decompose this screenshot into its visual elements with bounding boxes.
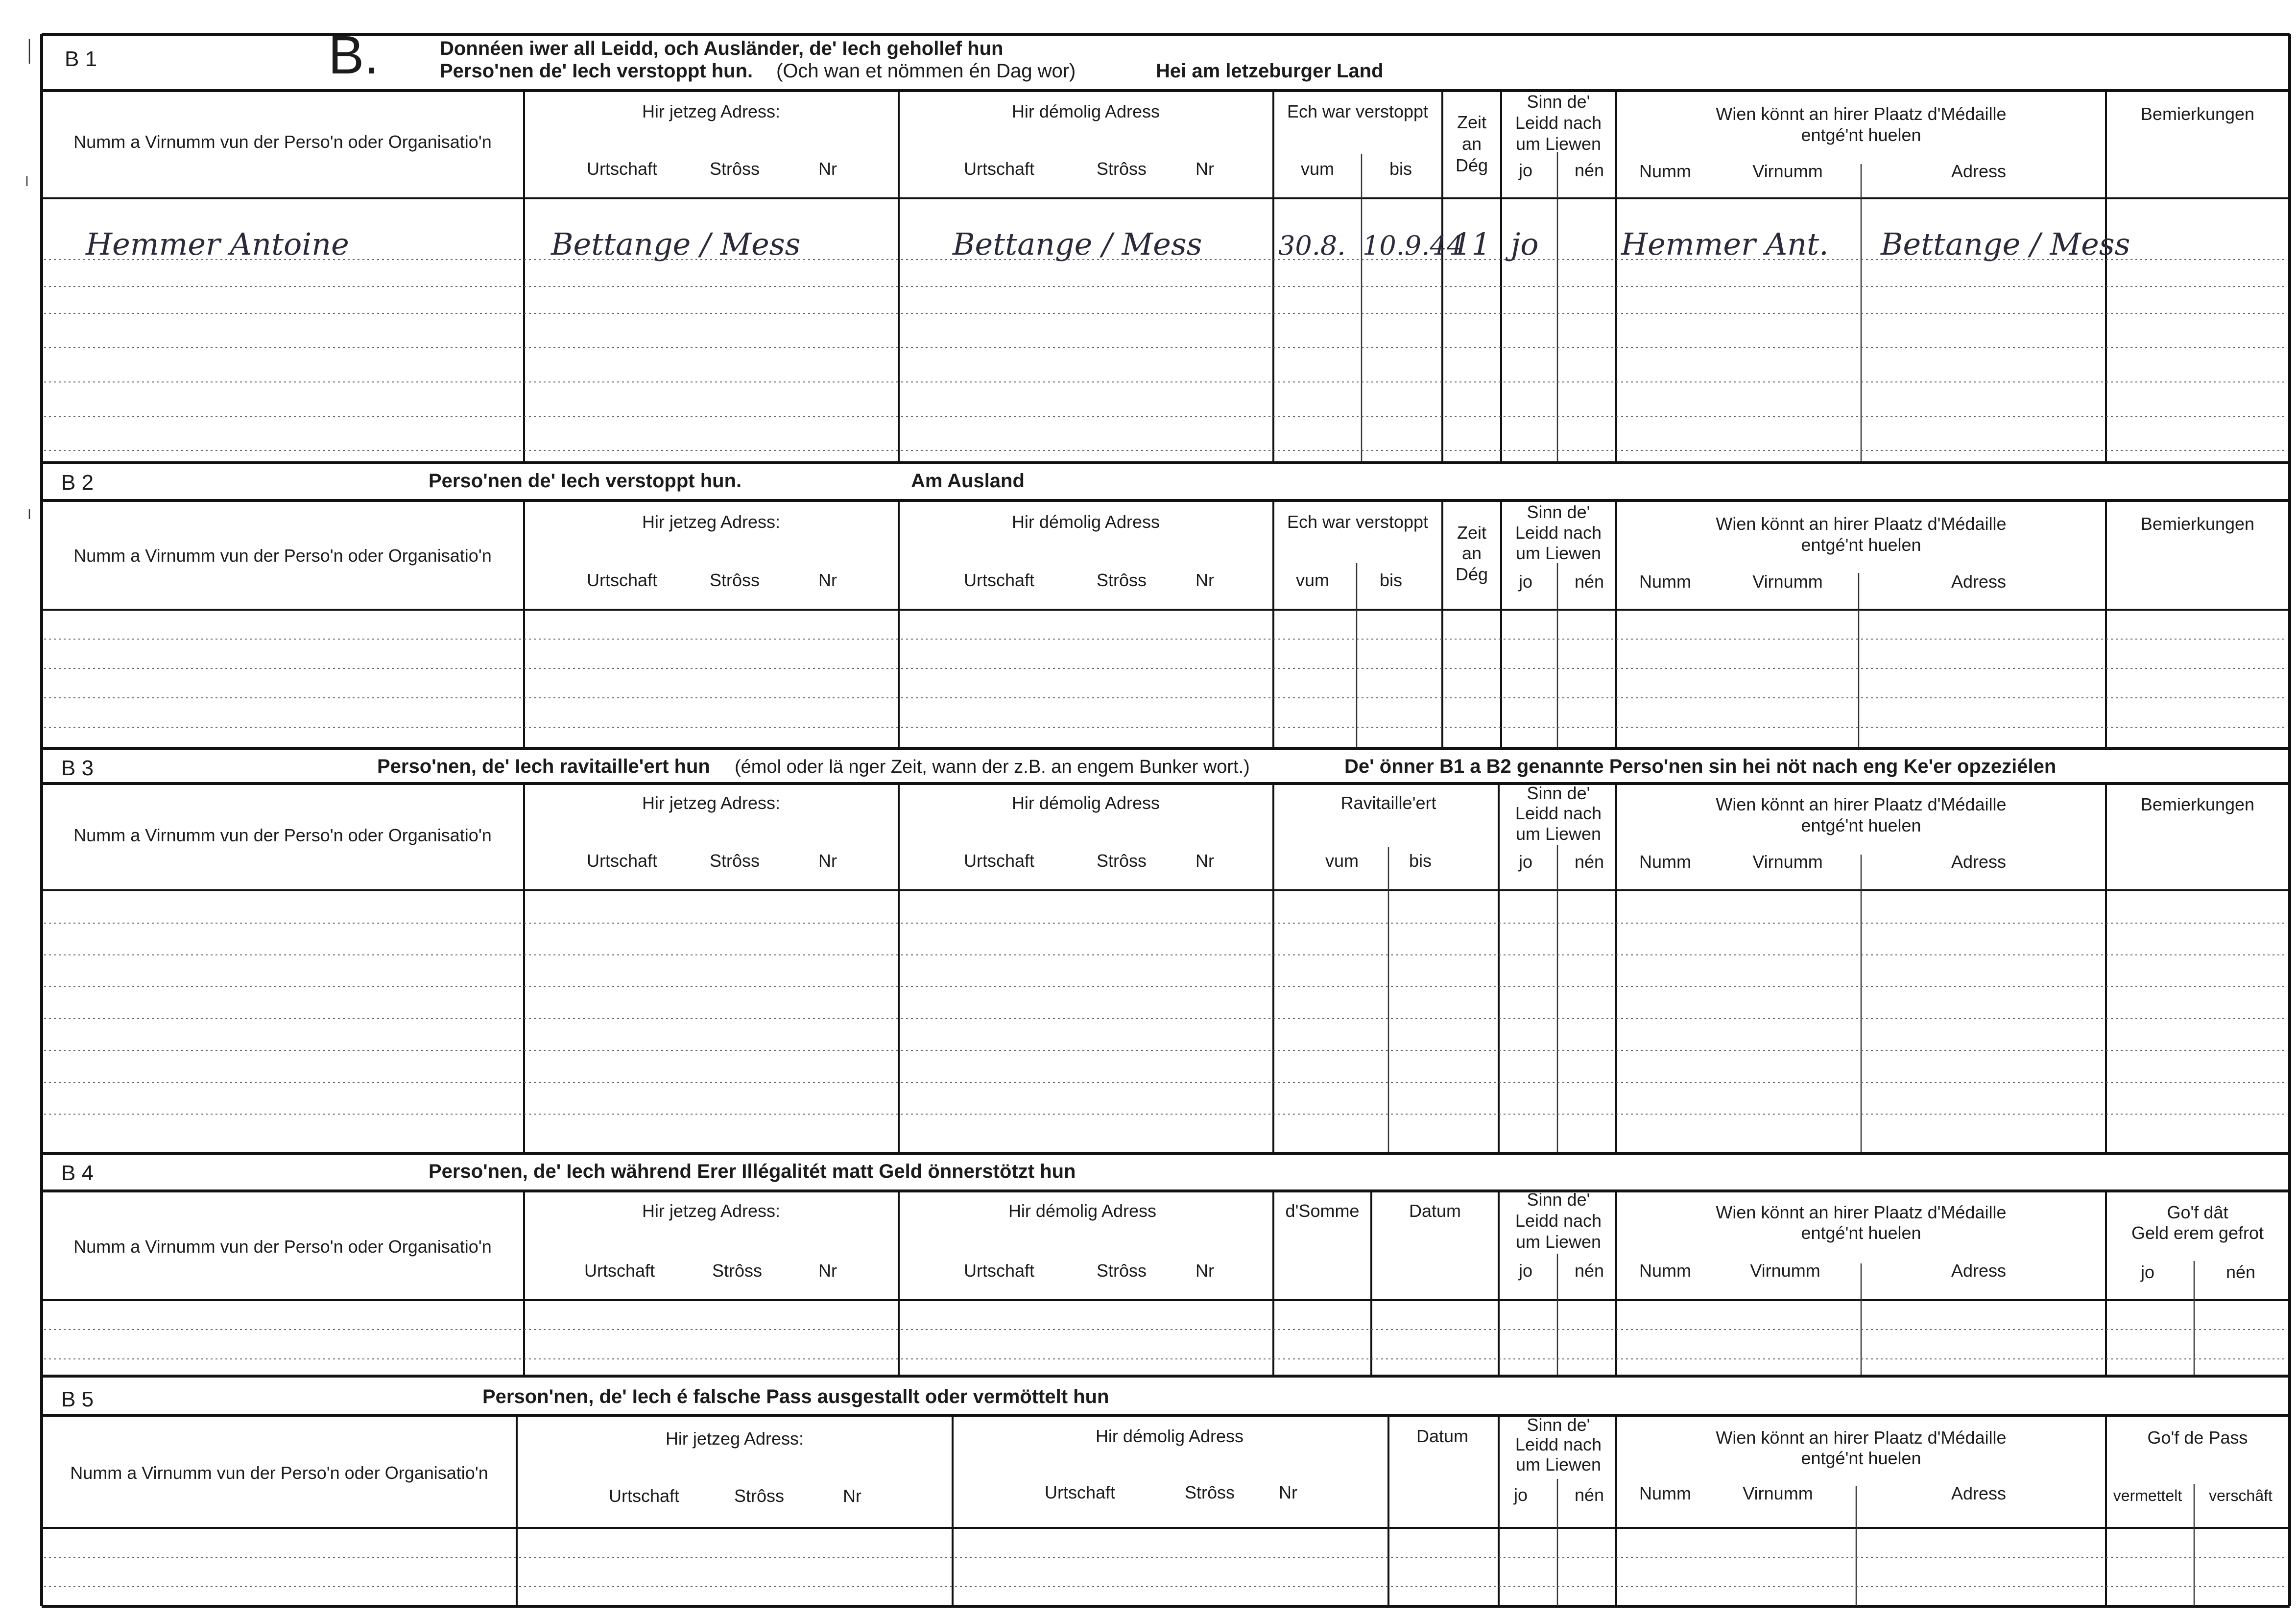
- col-sinn-de: Sinn de': [1527, 1190, 1590, 1210]
- col-virnumm: Virnumm: [1752, 852, 1823, 872]
- table-row: [85, 226, 2130, 262]
- col-sinn-de: Sinn de': [1527, 783, 1590, 803]
- col-wien-line1: Wien könnt an hirer Plaatz d'Médaille: [1716, 794, 2007, 814]
- col-gof-line2: Geld erem gefrot: [2131, 1223, 2264, 1243]
- col-bis: bis: [1379, 570, 1403, 590]
- col-nen: nén: [2225, 1262, 2256, 1282]
- section-title: Perso'nen, de' Iech während Erer Illégalitét matt Geld önnerstötzt hun: [429, 1161, 1076, 1182]
- col-stross: Strôss: [1096, 1261, 1147, 1281]
- col-leidd-nach: Leidd nach: [1515, 1211, 1602, 1231]
- section-subtitle-place: Hei am letzeburger Land: [1156, 60, 1384, 82]
- col-demolig-adress: Hir démolig Adress: [1008, 1201, 1157, 1221]
- form-letter: B.: [328, 25, 379, 85]
- section-title-place: Am Ausland: [911, 470, 1025, 492]
- section-title-tail: De' önner B1 a B2 genannte Perso'nen sin hei nöt nach eng Ke'er opzeziélen: [1344, 756, 2057, 777]
- col-numm: Numm: [1639, 1261, 1691, 1281]
- col-wien-line2: entgé'nt huelen: [1801, 1448, 1921, 1468]
- col-stross: Strôss: [709, 159, 760, 179]
- col-verschaft: verschâft: [2209, 1487, 2272, 1504]
- col-urtschaft: Urtschaft: [963, 1261, 1035, 1281]
- col-numm: Numm: [1639, 161, 1691, 181]
- col-demolig-adress: Hir démolig Adress: [1011, 101, 1160, 121]
- col-numm: Numm: [1639, 571, 1691, 592]
- col-urtschaft: Urtschaft: [608, 1486, 680, 1506]
- col-jo: jo: [1513, 1485, 1528, 1505]
- entry-numm: Hemmer Ant.: [1621, 226, 1829, 262]
- col-adress: Adress: [1951, 1483, 2007, 1503]
- col-urtschaft: Urtschaft: [1044, 1482, 1116, 1502]
- col-leidd-nach: Leidd nach: [1515, 803, 1602, 823]
- section-code: B 4: [61, 1161, 94, 1185]
- col-nr: Nr: [818, 570, 837, 590]
- col-nr: Nr: [1196, 159, 1214, 179]
- col-bemierkungen: Bemierkungen: [2140, 104, 2255, 124]
- col-urtschaft: Urtschaft: [586, 570, 658, 590]
- section-title-note: (émol oder lä nger Zeit, wann der z.B. an engem Bunker wort.): [735, 757, 1250, 777]
- col-um-liewen: um Liewen: [1515, 543, 1602, 563]
- col-sinn-de: Sinn de': [1527, 502, 1590, 522]
- col-um-liewen: um Liewen: [1515, 824, 1602, 844]
- col-numm-virnumm: Numm a Virnumm vun der Perso'n oder Organisatio'n: [73, 825, 492, 845]
- col-numm-virnumm: Numm a Virnumm vun der Perso'n oder Organisatio'n: [73, 1237, 492, 1257]
- col-wien-line2: entgé'nt huelen: [1801, 535, 1921, 555]
- scan-margin-marks: [27, 39, 29, 519]
- col-um-liewen: um Liewen: [1515, 1454, 1602, 1475]
- col-wien-line1: Wien könnt an hirer Plaatz d'Médaille: [1716, 1202, 2007, 1222]
- col-demolig-adress: Hir démolig Adress: [1095, 1426, 1244, 1446]
- col-gof-line1: Go'f dât: [2167, 1202, 2228, 1222]
- col-stross: Strôss: [712, 1261, 763, 1281]
- col-deg: Dég: [1455, 155, 1488, 175]
- col-urtschaft: Urtschaft: [963, 159, 1035, 179]
- col-virnumm: Virnumm: [1752, 571, 1823, 592]
- col-nr: Nr: [818, 159, 837, 179]
- col-nr: Nr: [818, 1261, 837, 1281]
- col-numm: Numm: [1639, 852, 1691, 872]
- col-virnumm: Virnumm: [1750, 1261, 1820, 1281]
- col-stross: Strôss: [1096, 159, 1147, 179]
- col-bemierkungen: Bemierkungen: [2140, 794, 2255, 814]
- col-somme: d'Somme: [1285, 1201, 1360, 1221]
- col-demolig-adress: Hir démolig Adress: [1011, 793, 1160, 813]
- col-wien-line1: Wien könnt an hirer Plaatz d'Médaille: [1716, 514, 2007, 534]
- col-an: an: [1461, 543, 1482, 563]
- col-stross: Strôss: [1096, 570, 1147, 590]
- col-vum: vum: [1325, 851, 1359, 871]
- col-datum: Datum: [1409, 1201, 1461, 1221]
- col-numm-virnumm: Numm a Virnumm vun der Perso'n oder Organisatio'n: [73, 132, 492, 152]
- col-deg: Dég: [1455, 564, 1488, 584]
- col-vum: vum: [1295, 570, 1330, 590]
- col-um-liewen: um Liewen: [1515, 1232, 1602, 1252]
- col-verstoppt: Ech war verstoppt: [1287, 101, 1429, 121]
- section-subtitle: Perso'nen de' Iech verstoppt hun.: [440, 60, 753, 82]
- col-adress: Adress: [1951, 161, 2007, 181]
- col-numm-virnumm: Numm a Virnumm vun der Perso'n oder Organisatio'n: [73, 546, 492, 566]
- col-leidd-nach: Leidd nach: [1515, 1434, 1602, 1454]
- col-sinn-de: Sinn de': [1527, 92, 1590, 112]
- col-jetzeg-adress: Hir jetzeg Adress:: [642, 101, 781, 121]
- col-ravitailleert: Ravitaille'ert: [1340, 793, 1436, 813]
- col-nr: Nr: [1196, 851, 1214, 871]
- col-virnumm: Virnumm: [1743, 1483, 1813, 1503]
- col-nen: nén: [1574, 852, 1604, 872]
- col-nen: nén: [1574, 1261, 1604, 1281]
- col-datum: Datum: [1416, 1426, 1469, 1446]
- entry-deg: 11: [1452, 226, 1491, 262]
- entry-jo: jo: [1511, 226, 1539, 262]
- section-b2: [42, 463, 2290, 748]
- col-urtschaft: Urtschaft: [586, 159, 658, 179]
- col-jetzeg-adress: Hir jetzeg Adress:: [642, 512, 781, 532]
- col-verstoppt: Ech war verstoppt: [1287, 512, 1429, 532]
- col-wien-line1: Wien könnt an hirer Plaatz d'Médaille: [1716, 104, 2007, 124]
- col-gof-pass: Go'f de Pass: [2147, 1428, 2248, 1448]
- section-code: B 3: [61, 756, 94, 780]
- col-nen: nén: [1574, 160, 1604, 180]
- col-nr: Nr: [1196, 1261, 1214, 1281]
- col-wien-line2: entgé'nt huelen: [1801, 125, 1921, 145]
- section-title: Perso'nen de' Iech verstoppt hun.: [429, 470, 742, 492]
- col-adress: Adress: [1951, 1261, 2007, 1281]
- entry-demolig-adress: Bettange / Mess: [953, 226, 1202, 262]
- entry-adress: Bettange / Mess: [1881, 226, 2130, 262]
- col-jetzeg-adress: Hir jetzeg Adress:: [665, 1428, 804, 1449]
- col-sinn-de: Sinn de': [1527, 1415, 1590, 1435]
- col-stross: Strôss: [1096, 851, 1147, 871]
- col-jo: jo: [1518, 852, 1533, 872]
- col-nr: Nr: [843, 1486, 861, 1506]
- col-jetzeg-adress: Hir jetzeg Adress:: [642, 793, 781, 813]
- col-jo: jo: [1518, 571, 1533, 592]
- col-nr: Nr: [1196, 570, 1214, 590]
- col-stross: Strôss: [709, 570, 760, 590]
- col-jo: jo: [1518, 1261, 1533, 1281]
- entry-jetzeg-adress: Bettange / Mess: [551, 226, 801, 262]
- entry-name: Hemmer Antoine: [86, 226, 349, 262]
- col-bis: bis: [1389, 159, 1412, 179]
- section-b4: [42, 1153, 2290, 1376]
- col-zeit: Zeit: [1457, 112, 1487, 132]
- section-b5: [42, 1376, 2290, 1606]
- section-b3: [42, 748, 2290, 1153]
- col-vum: vum: [1300, 159, 1335, 179]
- col-stross: Strôss: [709, 851, 760, 871]
- col-nr: Nr: [818, 851, 837, 871]
- entry-vum: 30.8.: [1278, 230, 1346, 261]
- col-um-liewen: um Liewen: [1515, 134, 1602, 154]
- col-jo: jo: [1518, 160, 1533, 180]
- col-urtschaft: Urtschaft: [584, 1261, 655, 1281]
- entry-bis: 10.9.44: [1363, 230, 1464, 261]
- col-virnumm: Virnumm: [1752, 161, 1823, 181]
- col-jetzeg-adress: Hir jetzeg Adress:: [642, 1201, 781, 1221]
- col-urtschaft: Urtschaft: [963, 851, 1035, 871]
- form-frame: [42, 34, 2290, 1606]
- col-demolig-adress: Hir démolig Adress: [1011, 512, 1160, 532]
- col-wien-line1: Wien könnt an hirer Plaatz d'Médaille: [1716, 1428, 2007, 1448]
- col-an: an: [1461, 134, 1482, 154]
- col-numm: Numm: [1639, 1483, 1691, 1503]
- col-wien-line2: entgé'nt huelen: [1801, 1223, 1921, 1243]
- col-leidd-nach: Leidd nach: [1515, 113, 1602, 133]
- col-stross: Strôss: [734, 1486, 785, 1506]
- section-subtitle-note: (Och wan et nömmen én Dag wor): [776, 60, 1076, 82]
- section-code: B 2: [61, 471, 94, 495]
- col-zeit: Zeit: [1457, 523, 1487, 543]
- col-nen: nén: [1574, 571, 1604, 592]
- col-bis: bis: [1409, 851, 1432, 871]
- section-title: Donnéen iwer all Leidd, och Ausländer, de' Iech gehollef hun: [440, 38, 1004, 59]
- col-leidd-nach: Leidd nach: [1515, 523, 1602, 543]
- section-code: B 5: [61, 1387, 94, 1411]
- section-b1: [42, 25, 2290, 463]
- col-bemierkungen: Bemierkungen: [2140, 514, 2255, 534]
- col-stross: Strôss: [1184, 1482, 1235, 1502]
- col-nr: Nr: [1279, 1482, 1297, 1502]
- col-urtschaft: Urtschaft: [586, 851, 658, 871]
- section-title: Person'nen, de' Iech é falsche Pass ausgestallt oder vermöttelt hun: [482, 1386, 1109, 1407]
- section-title: Perso'nen, de' Iech ravitaille'ert hun: [377, 756, 710, 777]
- col-adress: Adress: [1951, 852, 2007, 872]
- col-adress: Adress: [1951, 571, 2007, 592]
- section-code: B 1: [65, 47, 97, 71]
- col-urtschaft: Urtschaft: [963, 570, 1035, 590]
- col-jo: jo: [2140, 1262, 2155, 1282]
- col-vermettelt: vermettelt: [2113, 1487, 2182, 1504]
- col-nen: nén: [1574, 1485, 1604, 1505]
- col-wien-line2: entgé'nt huelen: [1801, 815, 1921, 835]
- col-numm-virnumm: Numm a Virnumm vun der Perso'n oder Organisatio'n: [70, 1463, 488, 1483]
